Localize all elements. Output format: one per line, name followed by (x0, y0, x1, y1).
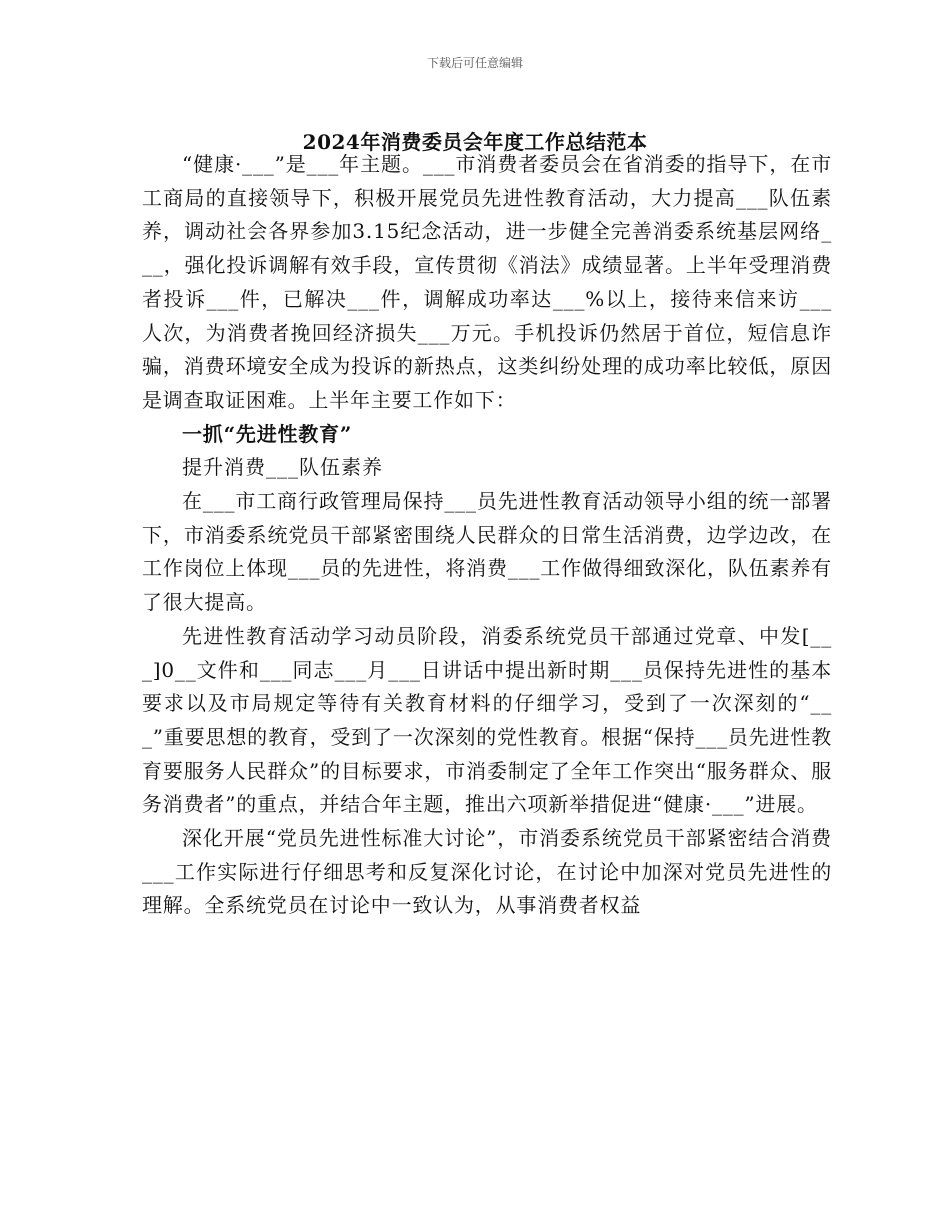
document-body (142, 148, 832, 923)
paragraph-intro: “健康·___”是___年主题。___市消费者委员会在省消委的指导下，在市工商局的直接领导下，积极开展党员先进性教育活动，大力提高___队伍素养，调动社会各界参加3.15纪念活动，进一步健全完善消委系统基层网络___，强化投诉调解有效手段，宣传贯彻《消法》成绩显著。上半年受理消费者投诉___件，已解决___件，调解成功率达___%以上，接待来信来访___人次，为消费者挽回经济损失___万元。手机投诉仍然居于首位，短信息诈骗，消费环境安全成为投诉的新热点，这类纠纷处理的成功率比较低，原因是调查取证困难。上半年主要工作如下： (142, 152, 832, 412)
page-header: 下载后可任意编辑 (426, 56, 523, 70)
paragraph-study-phase: 先进性教育活动学习动员阶段，消委系统党员干部通过党章、中发[___]0__文件和___同志___月___日讲话中提出新时期___员保持先进性的基本要求以及市局规定等待有关教育材料的仔细学习，受到了一次深刻的“___”重要思想的教育，受到了一次深刻的党性教育。根据“保持___员先进性教育要服务人民群众”的目标要求，市消委制定了全年工作突出“服务群众、服务消费者”的重点，并结合年主题，推出六项新举措促进“健康·___”进展。 (142, 623, 832, 817)
section-subheading: 提升消费___队伍素养 (182, 455, 383, 480)
document-title: 2024年消费委员会年度工作总结范本 (302, 130, 648, 154)
paragraph-discussion: 深化开展“党员先进性标准大讨论”，市消委系统党员干部紧密结合消费___工作实际进行仔细思考和反复深化讨论，在讨论中加深对党员先进性的理解。全系统党员在讨论中一致认为，从事消费者权益 (142, 826, 832, 918)
section-heading: 一抓“先进性教育” (182, 421, 353, 446)
paragraph-deployment: 在___市工商行政管理局保持___员先进性教育活动领导小组的统一部署下，市消委系统党员干部紧密围绕人民群众的日常生活消费，边学边改，在工作岗位上体现___员的先进性，将消费___工作做得细致深化，队伍素养有了很大提高。 (142, 489, 832, 615)
